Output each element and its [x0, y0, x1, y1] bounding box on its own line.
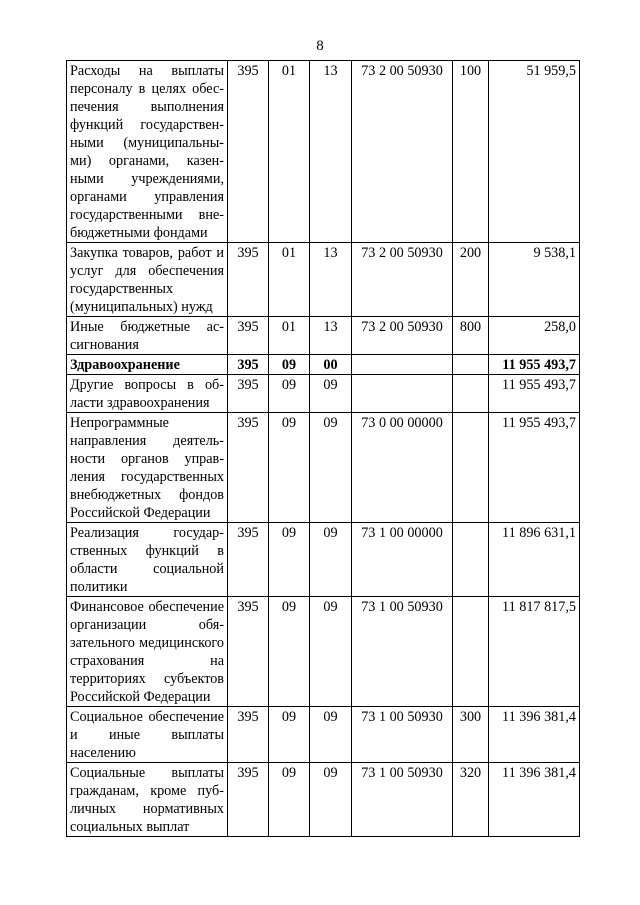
table-row — [67, 707, 580, 763]
cell-section: 09 — [269, 355, 310, 375]
cell-amount: 11 955 493,7 — [489, 375, 580, 413]
cell-amount: 11 396 381,4 — [489, 707, 580, 763]
cell-section: 09 — [269, 523, 310, 597]
cell-name: Другие вопросы в области здравоохранения — [67, 375, 228, 413]
cell-subsection: 13 — [310, 61, 352, 243]
cell-subsection: 09 — [310, 763, 352, 837]
cell-section: 09 — [269, 763, 310, 837]
cell-amount: 11 896 631,1 — [489, 523, 580, 597]
table-row — [67, 61, 580, 243]
cell-grbs: 395 — [228, 355, 269, 375]
cell-name: Финансовое обеспечение организации обязательного медицинского страхования на территориях субъектов Российской Федерации — [67, 597, 228, 707]
cell-expense-type: 300 — [453, 707, 489, 763]
cell-name: Иные бюджетные ассигнования — [67, 317, 228, 355]
table-row — [67, 413, 580, 523]
cell-target-article: 73 1 00 00000 — [352, 523, 453, 597]
cell-name: Закупка товаров, работ и услуг для обеспечения государственных (муниципальных) нужд — [67, 243, 228, 317]
cell-target-article: 73 2 00 50930 — [352, 243, 453, 317]
cell-amount: 258,0 — [489, 317, 580, 355]
cell-subsection: 09 — [310, 707, 352, 763]
cell-name: Социальное обеспечение и иные выплаты населению — [67, 707, 228, 763]
cell-expense-type — [453, 413, 489, 523]
cell-subsection: 00 — [310, 355, 352, 375]
cell-target-article: 73 0 00 00000 — [352, 413, 453, 523]
table-row — [67, 597, 580, 707]
cell-amount: 11 955 493,7 — [489, 413, 580, 523]
cell-target-article: 73 1 00 50930 — [352, 707, 453, 763]
cell-expense-type: 100 — [453, 61, 489, 243]
page-number: 8 — [316, 38, 324, 54]
cell-expense-type: 200 — [453, 243, 489, 317]
cell-target-article: 73 2 00 50930 — [352, 317, 453, 355]
cell-subsection: 09 — [310, 375, 352, 413]
table-body — [67, 61, 580, 837]
cell-target-article: 73 2 00 50930 — [352, 61, 453, 243]
cell-section: 09 — [269, 597, 310, 707]
budget-table — [66, 60, 580, 837]
cell-grbs: 395 — [228, 597, 269, 707]
cell-expense-type: 320 — [453, 763, 489, 837]
cell-section: 01 — [269, 243, 310, 317]
cell-grbs: 395 — [228, 243, 269, 317]
cell-target-article: 73 1 00 50930 — [352, 763, 453, 837]
cell-amount: 11 396 381,4 — [489, 763, 580, 837]
cell-expense-type — [453, 355, 489, 375]
cell-section: 01 — [269, 61, 310, 243]
cell-grbs: 395 — [228, 375, 269, 413]
cell-target-article: 73 1 00 50930 — [352, 597, 453, 707]
cell-subsection: 09 — [310, 523, 352, 597]
cell-expense-type: 800 — [453, 317, 489, 355]
cell-expense-type — [453, 523, 489, 597]
cell-grbs: 395 — [228, 707, 269, 763]
cell-name: Реализация государственных функций в области социальной политики — [67, 523, 228, 597]
cell-target-article — [352, 375, 453, 413]
cell-subsection: 09 — [310, 597, 352, 707]
cell-subsection: 13 — [310, 243, 352, 317]
table-row — [67, 243, 580, 317]
cell-name: Непрограммные направления деятельности органов управления государственных внебюджетных фондов Российской Федерации — [67, 413, 228, 523]
cell-expense-type — [453, 375, 489, 413]
cell-expense-type — [453, 597, 489, 707]
table-row — [67, 523, 580, 597]
cell-grbs: 395 — [228, 317, 269, 355]
table-row — [67, 355, 580, 375]
cell-name: Социальные выплаты гражданам, кроме публичных нормативных социальных выплат — [67, 763, 228, 837]
cell-section: 09 — [269, 375, 310, 413]
cell-grbs: 395 — [228, 61, 269, 243]
cell-subsection: 09 — [310, 413, 352, 523]
cell-section: 01 — [269, 317, 310, 355]
cell-amount: 11 955 493,7 — [489, 355, 580, 375]
table-row — [67, 375, 580, 413]
cell-section: 09 — [269, 413, 310, 523]
cell-grbs: 395 — [228, 523, 269, 597]
cell-subsection: 13 — [310, 317, 352, 355]
cell-section: 09 — [269, 707, 310, 763]
cell-amount: 51 959,5 — [489, 61, 580, 243]
table-row — [67, 317, 580, 355]
cell-amount: 11 817 817,5 — [489, 597, 580, 707]
cell-target-article — [352, 355, 453, 375]
cell-name: Расходы на выплаты персоналу в целях обеспечения выполнения функций государственными (муниципальными) органами, казенными учреждениями, органами управления государственными внебюджетными фондами — [67, 61, 228, 243]
cell-amount: 9 538,1 — [489, 243, 580, 317]
table-row — [67, 763, 580, 837]
cell-grbs: 395 — [228, 763, 269, 837]
cell-grbs: 395 — [228, 413, 269, 523]
cell-name: Здравоохранение — [67, 355, 228, 375]
